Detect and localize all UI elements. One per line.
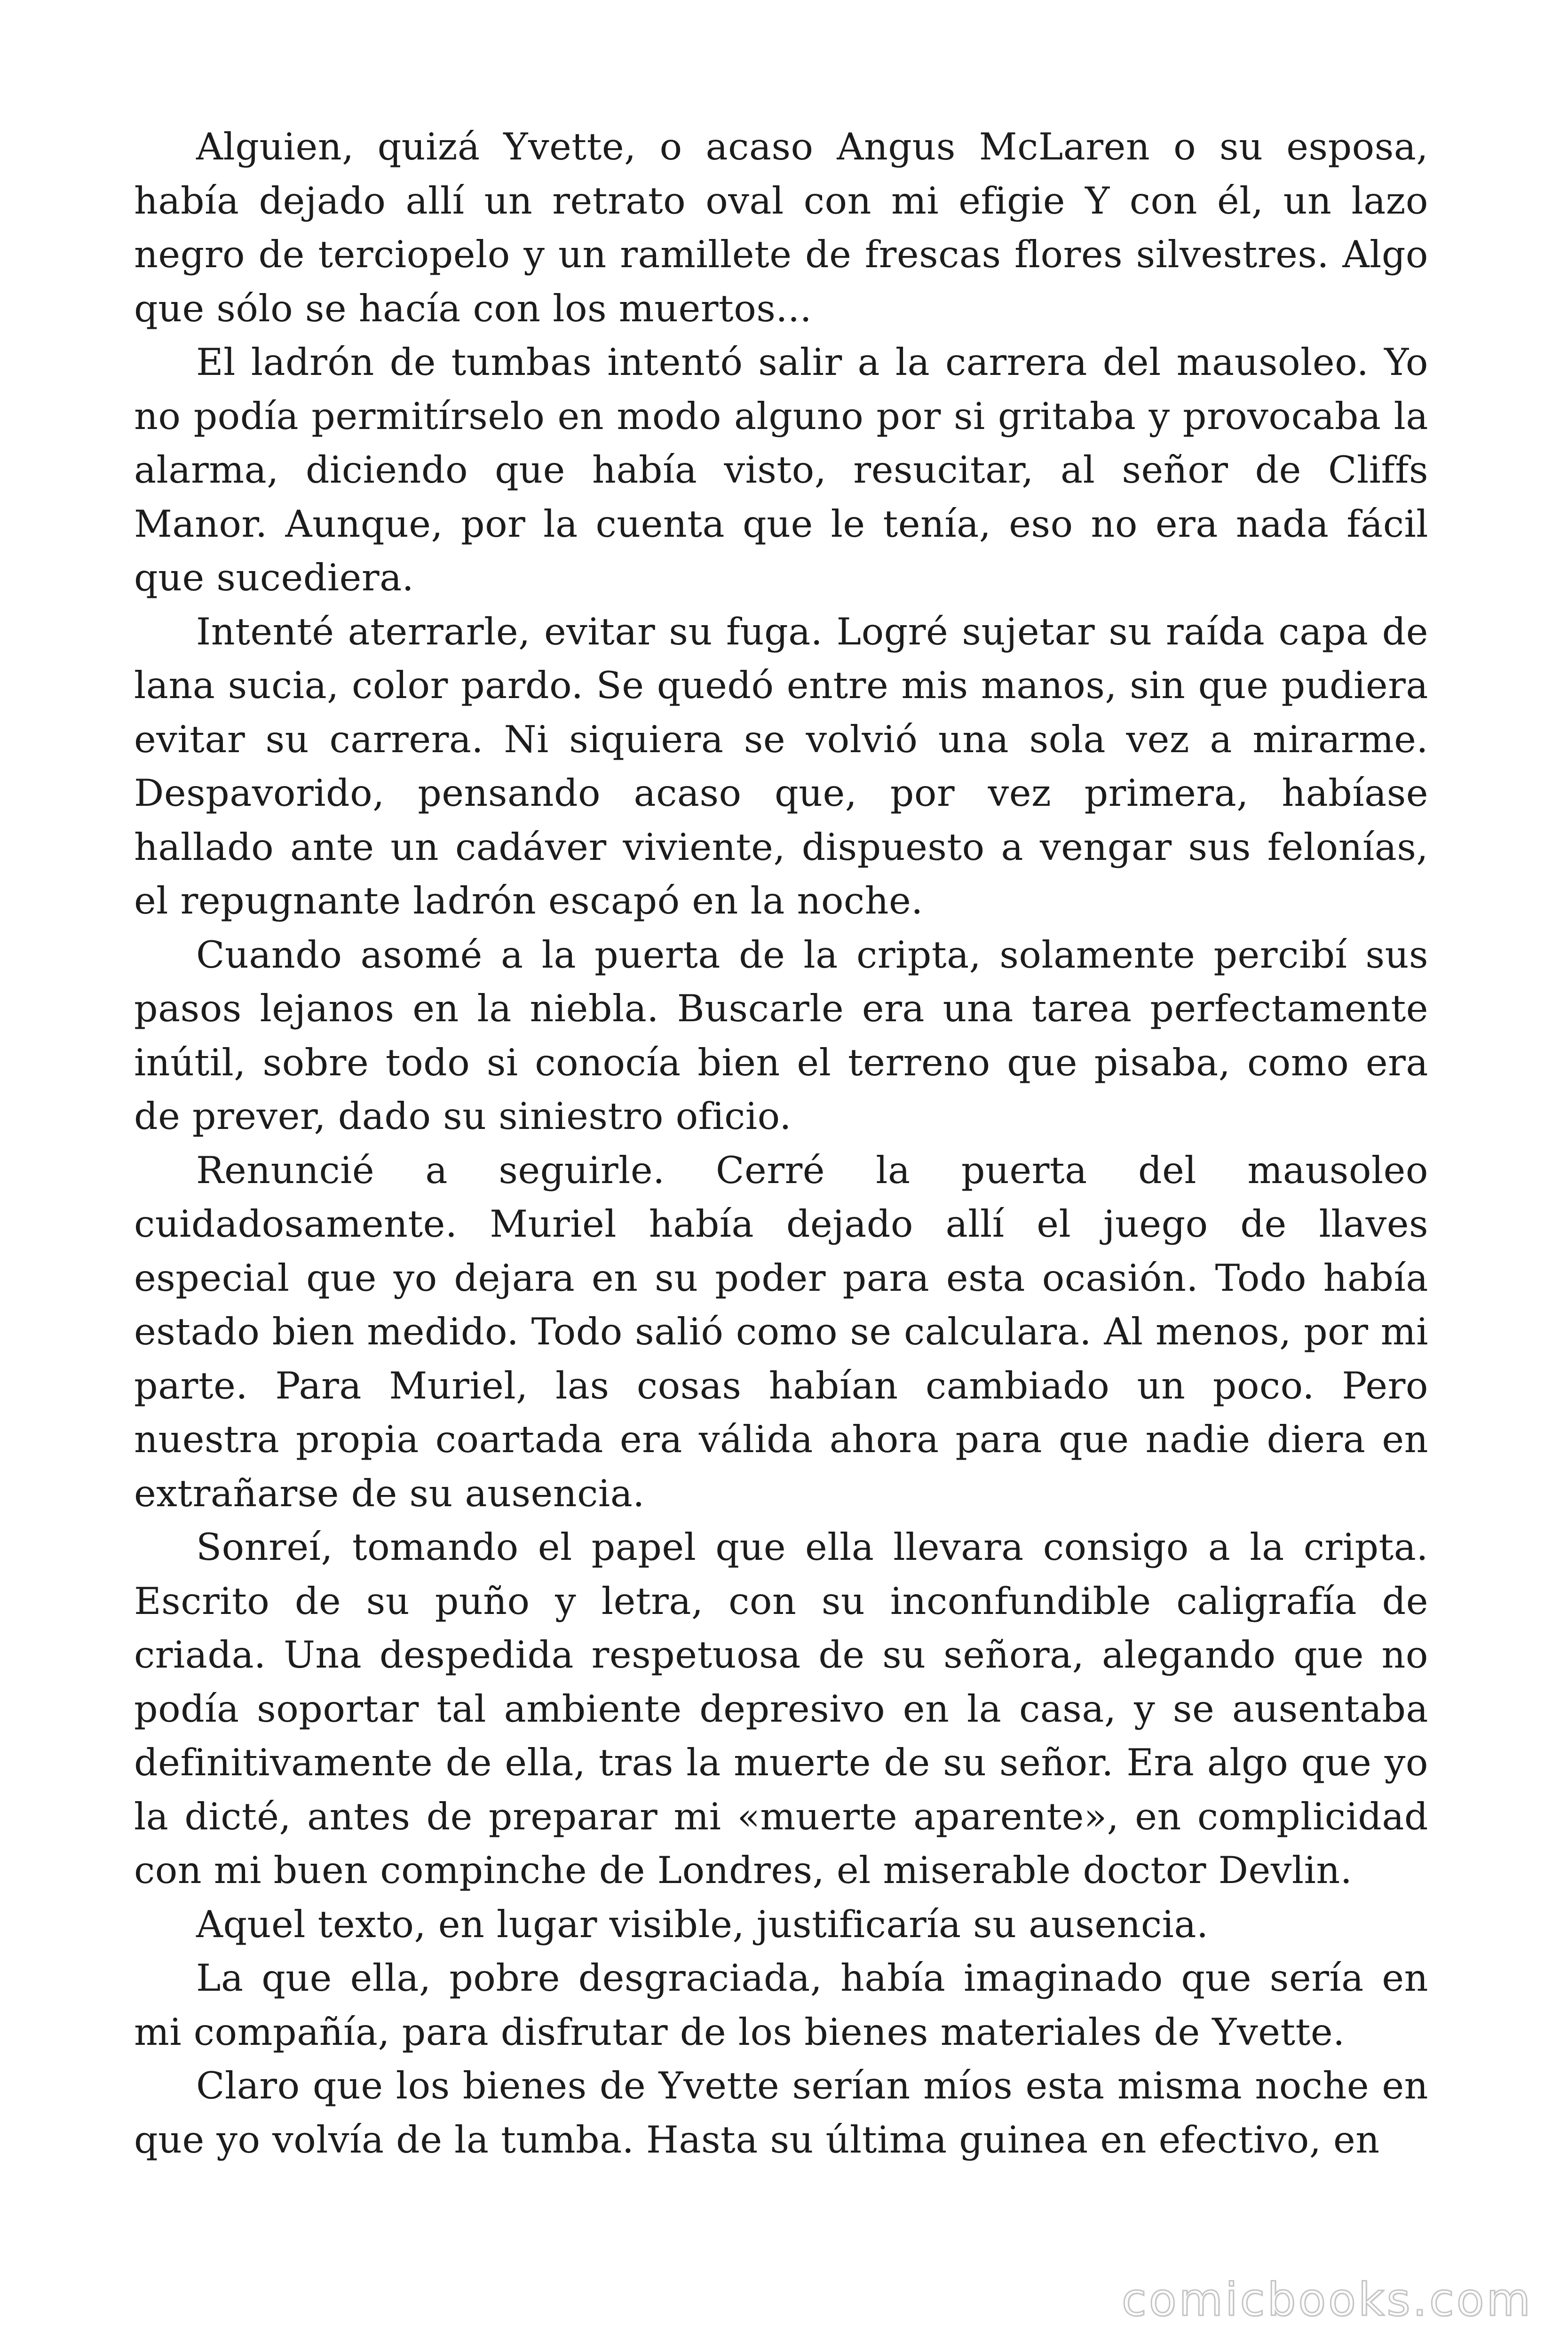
watermark: comicbooks.com — [1121, 2273, 1533, 2326]
paragraph-9: Claro que los bienes de Yvette serían míos esta misma noche en que yo volvía de la tumba. Hasta su última guinea en efectivo, en — [134, 2064, 1428, 2161]
body-text — [134, 120, 1428, 2167]
paragraph-6: Sonreí, tomando el papel que ella llevara consigo a la cripta. Escrito de su puño y letra, con su inconfundible caligrafía de criada. Una despedida respetuosa de su señora, alegando que no podía soportar tal ambiente depresivo en la casa, y se ausentaba definitivamente de ella, tras la muerte de su señor. Era algo que yo la dicté, antes de preparar mi «muerte aparente», en complicidad con mi buen compinche de Londres, el miserable doctor Devlin. — [134, 1526, 1428, 1892]
paragraph-3: Intenté aterrarle, evitar su fuga. Logré sujetar su raída capa de lana sucia, color pardo. Se quedó entre mis manos, sin que pudiera evitar su carrera. Ni siquiera se volvió una sola vez a mirarme. Despavorido, pensando acaso que, por vez primera, habíase hallado ante un cadáver viviente, dispuesto a vengar sus felonías, el repugnante ladrón escapó en la noche. — [134, 610, 1428, 922]
paragraph-4: Cuando asomé a la puerta de la cripta, solamente percibí sus pasos lejanos en la niebla. Buscarle era una tarea perfectamente inútil, sobre todo si conocía bien el terreno que pisaba, como era de prever, dado su siniestro oficio. — [134, 933, 1428, 1138]
paragraph-5: Renuncié a seguirle. Cerré la puerta del mausoleo cuidadosamente. Muriel había dejado allí el juego de llaves especial que yo dejara en su poder para esta ocasión. Todo había estado bien medido. Todo salió como se calculara. Al menos, por mi parte. Para Muriel, las cosas habían cambiado un poco. Pero nuestra propia coartada era válida ahora para que nadie diera en extrañarse de su ausencia. — [134, 1148, 1428, 1515]
paragraph-1: Alguien, quizá Yvette, o acaso Angus McLaren o su esposa, había dejado allí un retrato oval con mi efigie Y con él, un lazo negro de terciopelo y un ramillete de frescas flores silvestres. Algo que sólo se hacía con los muertos... — [134, 125, 1428, 330]
paragraph-7: Aquel texto, en lugar visible, justificaría su ausencia. — [196, 1902, 1209, 1946]
paragraph-2: El ladrón de tumbas intentó salir a la carrera del mausoleo. Yo no podía permitírselo en modo alguno por si gritaba y provocaba la alarma, diciendo que había visto, resucitar, al señor de Cliffs Manor. Aunque, por la cuenta que le tenía, eso no era nada fácil que sucediera. — [134, 341, 1428, 599]
paragraph-8: La que ella, pobre desgraciada, había imaginado que sería en mi compañía, para disfrutar de los bienes materiales de Yvette. — [134, 1956, 1428, 2054]
